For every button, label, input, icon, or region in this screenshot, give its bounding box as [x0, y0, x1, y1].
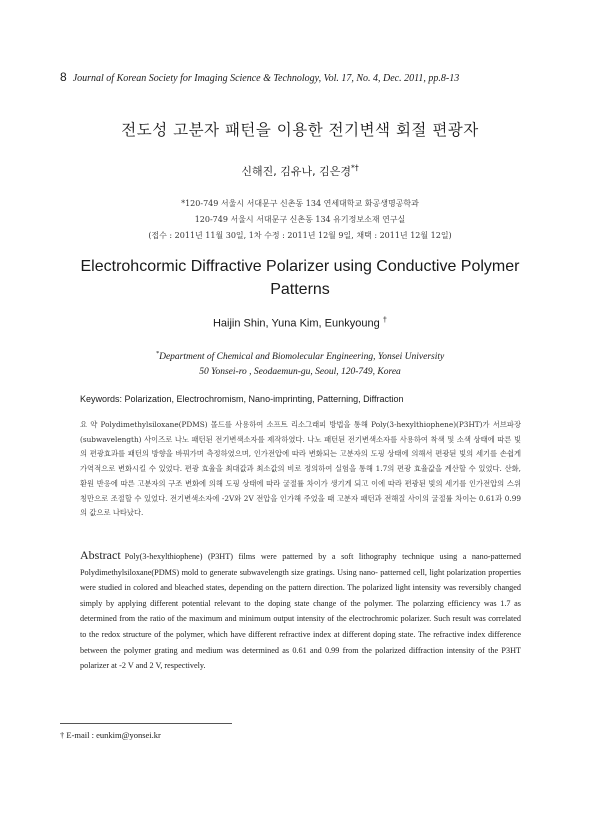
english-affiliation-1-text: Department of Chemical and Biomolecular Engineering, Yonsei University [159, 352, 445, 363]
english-affiliations [0, 346, 600, 380]
running-header [60, 70, 560, 84]
english-authors-names: Haijin Shin, Yuna Kim, Eunkyoung [212, 317, 380, 330]
korean-authors-mark: *† [350, 163, 359, 173]
korean-authors [0, 163, 600, 179]
english-abstract-text: Poly(3-hexylthiophene) (P3HT) films were patterned by a soft lithography technique using a nano-patterned Polydimethylsiloxane(PDMS) mold to generate subwavelength size gratings. Using nano- patterned cell, light polarization properties were studied in colored and bleached states, depending on the pattern direction. The polarized light intensity was reversibly changed simply by applying different potential relevant to the doping state change of the polymer. The polarzing efficiency was 1.7 as determined from the ratio of the maximum and minimum output intensity of the electrochromic polarizer. Such result was correlated to the redox structure of the polymer, which have different refractive index at different doping state. The refractive index difference between the polymer grating and medium was determined as 0.61 and 0.99 from the polarized diffraction intensity of the P3HT polarizer at -2 V and 2 V, respectively. [80, 552, 521, 671]
korean-authors-names: 신해진, 김유나, 김은경 [241, 165, 351, 178]
korean-title: 전도성 고분자 패턴을 이용한 전기변색 회절 편광자 [121, 121, 479, 139]
english-authors [0, 315, 600, 330]
korean-affiliations [0, 196, 600, 244]
submission-dates: (접수 : 2011년 11월 30일, 1차 수정 : 2011년 12월 9일, 채택 : 2011년 12월 12일) [148, 231, 452, 240]
english-affiliation-2: 50 Yonsei-ro , Seodaemun-gu, Seoul, 120-749, Korea [199, 367, 401, 378]
english-abstract [80, 548, 521, 674]
english-authors-mark: † [382, 315, 388, 324]
english-affiliation-1 [0, 346, 600, 365]
footnote-email: † E-mail : eunkim@yonsei.kr [60, 730, 161, 740]
journal-citation: Journal of Korean Society for Imaging Science & Technology, Vol. 17, No. 4, Dec. 2011, pp.8-13 [72, 73, 460, 84]
korean-affiliation-2: 120-749 서울시 서대문구 신촌동 134 유기정보소재 연구실 [194, 215, 406, 224]
korean-abstract: 요 약 Polydimethylsiloxane(PDMS) 몰드를 사용하여 소프트 리소그래피 방법을 통해 Poly(3-hexylthiophene)(P3HT)가 서브파장(subwavelength) 사이즈로 나노 패턴된 전기변색소자를 제작하였다. 나노 패턴된 전기변색소자를 사용하여 착색 및 소색 상태에 따른 빛의 편광효과를 패턴의 방향을 바꿔가며 측정하였으며, 인가전압에 따라 변화되는 고분자의 도핑 상태에 의해서 편광된 빛의 세기를 손쉽게 가역적으로 변화시킬 수 있었다. 편광 효율을 최대값과 최소값의 비로 정의하여 실험을 통해 1.7의 편광 효율값을 계산할 수 있었다. 산화, 환원 반응에 따른 고분자의 구조 변화에 의해 도핑 상태에 따라 굴절률 차이가 생기게 되고 이에 따라 편광된 빛의 세기를 인가전압의 스위칭만으로 조절할 수 있었다. 전기변색소자에 -2V와 2V 전압을 인가해 주었을 때 고분자 패턴과 전해질 사이의 굴절률 차이는 0.61과 0.99의 값으로 나타났다. [80, 420, 521, 518]
korean-affiliation-1: *120-749 서울시 서대문구 신촌동 134 연세대학교 화공생명공학과 [181, 199, 419, 208]
page-number: 8 [60, 70, 67, 84]
abstract-heading: Abstract [80, 548, 121, 562]
english-affiliation-mark: * [155, 350, 160, 357]
footnote-rule [60, 723, 232, 724]
english-title: Electrohcormic Diffractive Polarizer using Conductive Polymer Patterns [80, 258, 520, 298]
keywords: Keywords: Polarization, Electrochromism, Nano-imprinting, Patterning, Diffraction [80, 394, 404, 404]
